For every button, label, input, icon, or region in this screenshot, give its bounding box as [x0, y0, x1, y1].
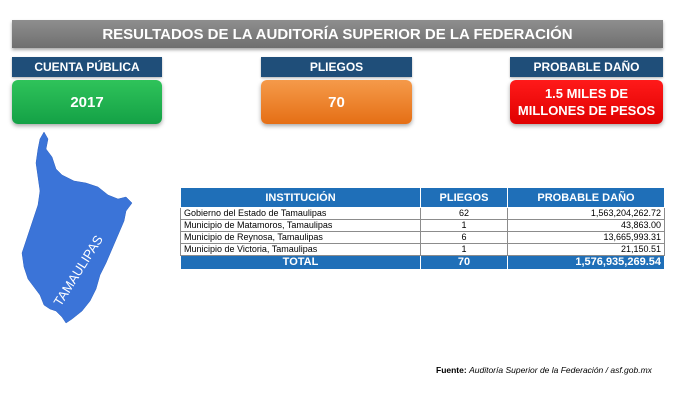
cell-probable-dano: 43,863.00 [508, 220, 665, 232]
probable-dano-value-line1: 1.5 MILES DE [544, 86, 629, 101]
pliegos-value: 70 [261, 80, 412, 124]
table-header-row [181, 188, 665, 208]
header-pliegos: PLIEGOS [421, 188, 508, 208]
cell-pliegos: 1 [421, 244, 508, 256]
cell-pliegos: 62 [421, 208, 508, 220]
cell-probable-dano: 13,665,993.31 [508, 232, 665, 244]
source-note [436, 365, 666, 375]
tamaulipas-map-shape [0, 125, 145, 325]
probable-dano-label: PROBABLE DAÑO [510, 57, 663, 77]
cell-institucion: Municipio de Matamoros, Tamaulipas [181, 220, 421, 232]
header-institucion: INSTITUCIÓN [181, 188, 421, 208]
page-title: RESULTADOS DE LA AUDITORÍA SUPERIOR DE LA FEDERACIÓN [12, 20, 663, 48]
source-label: Fuente: [436, 365, 467, 375]
tamaulipas-map [0, 125, 145, 325]
source-text: Auditoría Superior de la Federación / asf.gob.mx [469, 365, 652, 375]
cell-institucion: Municipio de Victoria, Tamaulipas [181, 244, 421, 256]
total-label: TOTAL [181, 256, 421, 270]
table-total-row [181, 256, 665, 270]
table-row [181, 244, 665, 256]
cell-probable-dano: 21,150.51 [508, 244, 665, 256]
cuenta-publica-value: 2017 [12, 80, 162, 124]
cell-pliegos: 6 [421, 232, 508, 244]
total-probable-dano: 1,576,935,269.54 [508, 256, 665, 270]
results-table [180, 187, 665, 270]
table-row [181, 220, 665, 232]
cell-probable-dano: 1,563,204,262.72 [508, 208, 665, 220]
cell-pliegos: 1 [421, 220, 508, 232]
cuenta-publica-label: CUENTA PÚBLICA [12, 57, 162, 77]
tamaulipas-map-label: TAMAULIPAS [50, 232, 106, 309]
table-row [181, 208, 665, 220]
cell-institucion: Municipio de Reynosa, Tamaulipas [181, 232, 421, 244]
cell-institucion: Gobierno del Estado de Tamaulipas [181, 208, 421, 220]
probable-dano-value [510, 80, 663, 124]
header-probable-dano: PROBABLE DAÑO [508, 188, 665, 208]
total-pliegos: 70 [421, 256, 508, 270]
pliegos-label: PLIEGOS [261, 57, 412, 77]
probable-dano-value-line2: MILLONES DE PESOS [517, 103, 656, 118]
table-row [181, 232, 665, 244]
